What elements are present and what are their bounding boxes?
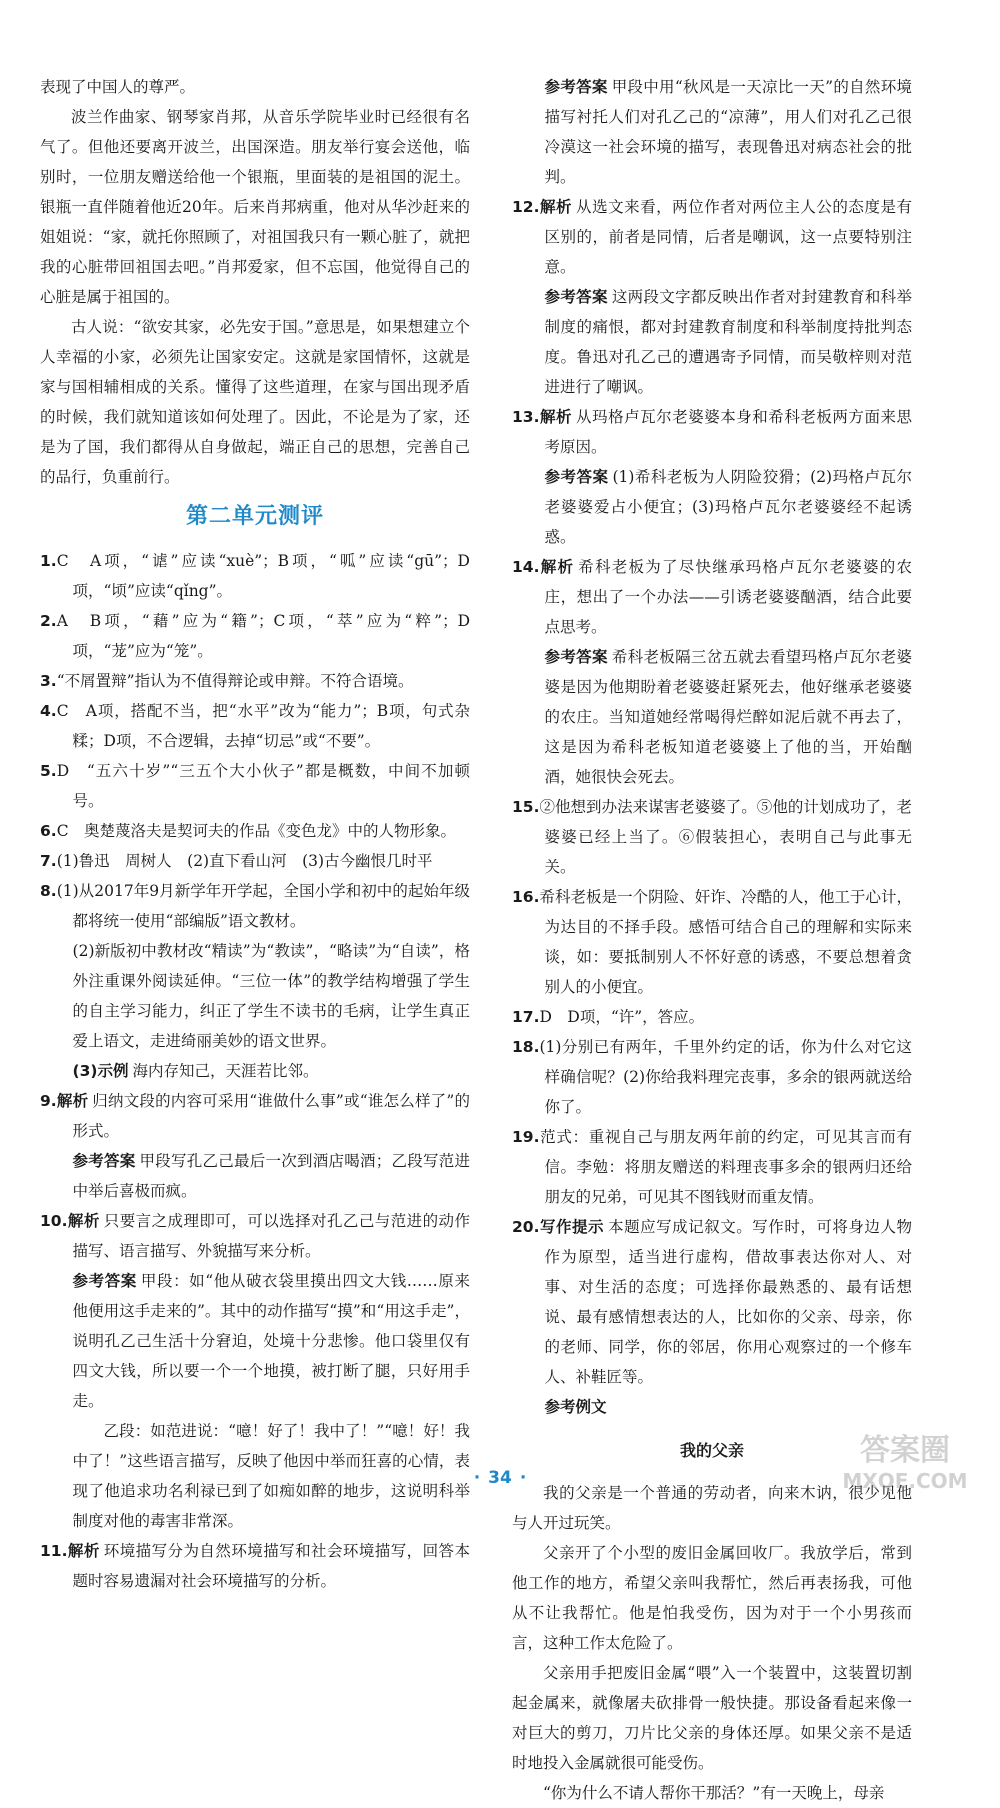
reference-answer-label: 参考答案 — [544, 78, 608, 96]
page-number-value: 34 — [488, 1468, 512, 1488]
item-text: 本题应写成记叙文。写作时，可将身边人物作为原型，适当进行虚构，借故事表达你对人、对事、对生活的态度；可选择你最熟悉的、最有话想说、最有感情想表达的人，比如你的父亲、母亲，你的老师、同学，你的邻居，你用心观察过的一个修车人、补鞋匠等。 — [544, 1218, 912, 1386]
item-text: C A项，“谑”应读“xuè”；B项，“呱”应读“gū”；D项，“顷”应读“qǐng”。 — [56, 552, 470, 600]
item-text: 甲段：如“他从破衣袋里摸出四文大钱……原来他便用这手走来的”。其中的动作描写“摸”和“用这手走”，说明孔乙己生活十分窘迫，处境十分悲惨。他口袋里仅有四文大钱，所以要一个一个地摸，被打断了腿，只好用手走。 — [72, 1272, 470, 1410]
analysis-label: 解析 — [539, 408, 573, 426]
page-number-dot-right: · — [519, 1468, 527, 1488]
item-text: 从选文来看，两位作者对两位主人公的态度是有区别的，前者是同情，后者是嘲讽，这一点要特别注意。 — [544, 198, 912, 276]
item-text: 甲段写孔乙己最后一次到酒店喝酒；乙段写范进中举后喜极而疯。 — [72, 1152, 470, 1200]
answer-item-20 — [512, 1212, 912, 1392]
answer-item-2 — [40, 606, 470, 666]
answer-item-9-reference — [40, 1146, 470, 1206]
reference-answer-label: 参考答案 — [72, 1152, 136, 1170]
item-number: 9. — [40, 1092, 57, 1110]
writing-tip-label: 写作提示 — [539, 1218, 605, 1236]
analysis-label: 解析 — [67, 1542, 100, 1560]
item-text: 从玛格卢瓦尔老婆婆本身和希科老板两方面来思考原因。 — [544, 408, 912, 456]
example-label: (3)示例 — [72, 1062, 129, 1080]
answer-item-6 — [40, 816, 470, 846]
example-essay-label-text: 参考例文 — [544, 1398, 607, 1416]
answer-item-19 — [512, 1122, 912, 1212]
item-text: 归纳文段的内容可采用“谁做什么事”或“谁怎么样了”的形式。 — [72, 1092, 470, 1140]
answer-item-1 — [40, 546, 470, 606]
item-number: 4. — [40, 702, 57, 720]
item-text: 这两段文字都反映出作者对封建教育和科举制度的痛恨，都对封建教育制度和科举制度持批判态度。鲁迅对孔乙己的遭遇寄予同情，而吴敬梓则对范进进行了嘲讽。 — [544, 288, 912, 396]
item-text: D D项，“许”，答应。 — [539, 1008, 705, 1026]
answer-item-13 — [512, 402, 912, 462]
item-number: 15. — [512, 798, 540, 816]
answer-item-7 — [40, 846, 470, 876]
answer-item-17 — [512, 1002, 912, 1032]
item-text: 只要言之成理即可，可以选择对孔乙己与范进的动作描写、语言描写、外貌描写来分析。 — [72, 1212, 470, 1260]
answer-item-10-reference — [40, 1266, 470, 1416]
item-text: C A项，搭配不当，把“水平”改为“能力”；B项，句式杂糅；D项，不合逻辑，去掉“切忌”或“不要”。 — [56, 702, 470, 750]
item-text: “不屑置辩”指认为不值得辩论或申辩。不符合语境。 — [56, 672, 414, 690]
watermark-text: 答案圈 — [860, 1433, 950, 1468]
item-number: 6. — [40, 822, 57, 840]
example-essay-label — [512, 1392, 912, 1422]
reference-answer-label: 参考答案 — [544, 648, 608, 666]
item-number: 13. — [512, 408, 540, 426]
item-number: 1. — [40, 552, 57, 570]
answer-item-3 — [40, 666, 470, 696]
answer-item-8-part-3 — [40, 1056, 470, 1086]
item-number: 2. — [40, 612, 57, 630]
answer-item-11 — [40, 1536, 470, 1596]
answer-item-14-reference — [512, 642, 912, 792]
reference-answer-label: 参考答案 — [544, 288, 608, 306]
left-column — [40, 72, 470, 1596]
essay-paragraph-1: 我的父亲是一个普通的劳动者，向来木讷，很少见他与人开过玩笑。 — [512, 1484, 912, 1532]
item-text: 希科老板为了尽快继承玛格卢瓦尔老婆婆的农庄，想出了一个办法——引诱老婆婆酗酒，结合此要点思考。 — [544, 558, 912, 636]
analysis-label: 解析 — [67, 1212, 100, 1230]
section-title: 第二单元测评 — [185, 504, 324, 529]
item-text: (1)鲁迅 周树人 (2)直下看山河 (3)古今幽恨几时平 — [56, 852, 433, 870]
answer-item-14 — [512, 552, 912, 642]
page-number-dot-left: · — [473, 1468, 481, 1488]
item-text: ②他想到办法来谋害老婆婆了。⑤他的计划成功了，老婆婆已经上当了。⑥假装担心，表明自己与此事无关。 — [539, 798, 912, 876]
essay-title: 我的父亲 — [679, 1441, 744, 1460]
item-text: (1)分别已有两年，千里外约定的话，你为什么对它这样确信呢？(2)你给我料理完丧事，多余的银两就送给你了。 — [539, 1038, 912, 1116]
item-number: 18. — [512, 1038, 540, 1056]
item-text: 希科老板隔三岔五就去看望玛格卢瓦尔老婆婆是因为他期盼着老婆婆赶紧死去，他好继承老婆婆的农庄。当知道她经常喝得烂醉如泥后就不再去了，这是因为希科老板知道老婆婆上了他的当，开始酗酒，她很快会死去。 — [544, 648, 912, 786]
item-number: 20. — [512, 1218, 540, 1236]
answer-item-4 — [40, 696, 470, 756]
answer-item-18 — [512, 1032, 912, 1122]
answer-item-15 — [512, 792, 912, 882]
essay-paragraph-4: “你为什么不请人帮你干那活？”有一天晚上，母亲 — [543, 1784, 885, 1802]
item-number: 7. — [40, 852, 57, 870]
answer-item-12-reference — [512, 282, 912, 402]
item-number: 14. — [512, 558, 540, 576]
item-number: 5. — [40, 762, 57, 780]
item-text: 海内存知己，天涯若比邻。 — [132, 1062, 319, 1080]
essay-paragraph-3: 父亲用手把废旧金属“喂”入一个装置中，这装置切割起金属来，就像屠夫砍排骨一般快捷。那设备看起来像一对巨大的剪刀，刀片比父亲的身体还厚。如果父亲不是适时地投入金属就很可能受伤。 — [512, 1664, 912, 1772]
item-text: 范式：重视自己与朋友两年前的约定，可见其言而有信。李勉：将朋友赠送的料理丧事多余的银两归还给朋友的兄弟，可见其不图钱财而重友情。 — [539, 1128, 912, 1206]
item-text: (1)希科老板为人阴险狡猾；(2)玛格卢瓦尔老婆婆爱占小便宜；(3)玛格卢瓦尔老婆婆经不起诱惑。 — [544, 468, 912, 546]
analysis-label: 解析 — [539, 558, 575, 576]
intro-paragraph-3: 古人说：“欲安其家，必先安于国。”意思是，如果想建立个人幸福的小家，必须先让国家安定。这就是家国情怀，这就是家与国相辅相成的关系。懂得了这些道理，在家与国出现矛盾的时候，我们就知道该如何处理了。因此，不论是为了家，还是为了国，我们都得从自身做起，端正自己的思想，完善自己的品行，负重前行。 — [40, 318, 470, 486]
item-number: 19. — [512, 1128, 540, 1146]
item-number: 16. — [512, 888, 540, 906]
item-number: 11. — [40, 1542, 68, 1560]
analysis-label: 解析 — [539, 198, 573, 216]
answer-item-8 — [40, 876, 470, 936]
item-text: 环境描写分为自然环境描写和社会环境描写，回答本题时容易遗漏对社会环境描写的分析。 — [72, 1542, 470, 1590]
item-number: 17. — [512, 1008, 540, 1026]
watermark-logo — [820, 1420, 990, 1500]
item-text: A B项，“藉”应为“籍”；C项，“萃”应为“粹”；D项，“茏”应为“笼”。 — [56, 612, 470, 660]
answer-item-16 — [512, 882, 912, 1002]
answer-item-10-part-2: 乙段：如范进说：“噫！好了！我中了！”“噫！好！我中了！”这些语言描写，反映了他因中举而狂喜的心情，表现了他追求功名利禄已到了如痴如醉的地步，这说明科举制度对他的毒害非常深。 — [72, 1422, 470, 1530]
analysis-label: 解析 — [56, 1092, 89, 1110]
item-text: C 奥楚蔑洛夫是契诃夫的作品《变色龙》中的人物形象。 — [56, 822, 457, 840]
reference-answer-label: 参考答案 — [544, 468, 609, 486]
right-column — [512, 72, 912, 1808]
answer-item-12 — [512, 192, 912, 282]
item-text: 希科老板是一个阴险、奸诈、冷酷的人，他工于心计，为达目的不择手段。感悟可结合自己的理解和实际来谈，如：要抵制别人不怀好意的诱惑，不要总想着贪别人的小便宜。 — [539, 888, 912, 996]
item-number: 3. — [40, 672, 57, 690]
item-text: 甲段中用“秋风是一天凉比一天”的自然环境描写衬托人们对孔乙己的“凉薄”，用人们对孔乙己很冷漠这一社会环境的描写，表现鲁迅对病态社会的批判。 — [544, 78, 912, 186]
item-number: 8. — [40, 882, 57, 900]
intro-paragraph-2: 波兰作曲家、钢琴家肖邦，从音乐学院毕业时已经很有名气了。但他还要离开波兰，出国深造。朋友举行宴会送他，临别时，一位朋友赠送给他一个银瓶，里面装的是祖国的泥土。银瓶一直伴随着他近20年。后来肖邦病重，他对从华沙赶来的姐姐说：“家，就托你照顾了，对祖国我只有一颗心脏了，就把我的心脏带回祖国去吧。”肖邦爱家，但不忘国，他觉得自己的心脏是属于祖国的。 — [40, 108, 470, 306]
essay-paragraph-2: 父亲开了个小型的废旧金属回收厂。我放学后，常到他工作的地方，希望父亲叫我帮忙，然后再表扬我，可他从不让我帮忙。他是怕我受伤，因为对于一个小男孩而言，这种工作太危险了。 — [512, 1544, 912, 1652]
item-text: D “五六十岁”“三五个大小伙子”都是概数，中间不加顿号。 — [56, 762, 470, 810]
watermark-url: MXQE.COM — [842, 1469, 968, 1493]
answer-item-13-reference — [512, 462, 912, 552]
answer-item-11-reference — [512, 72, 912, 192]
item-number: 12. — [512, 198, 540, 216]
answer-item-8-part-2: (2)新版初中教材改“精读”为“教读”，“略读”为“自读”，格外注重课外阅读延伸。“三位一体”的教学结构增强了学生的自主学习能力，纠正了学生不读书的毛病，让学生真正爱上语文，走进绮丽美妙的语文世界。 — [72, 942, 470, 1050]
reference-answer-label: 参考答案 — [72, 1272, 137, 1290]
intro-paragraph-1: 表现了中国人的尊严。 — [40, 78, 196, 96]
item-number: 10. — [40, 1212, 68, 1230]
answer-item-5 — [40, 756, 470, 816]
item-text: (1)从2017年9月新学年开学起，全国小学和初中的起始年级都将统一使用“部编版”语文教材。 — [56, 882, 470, 930]
answer-item-10 — [40, 1206, 470, 1266]
answer-item-9 — [40, 1086, 470, 1146]
